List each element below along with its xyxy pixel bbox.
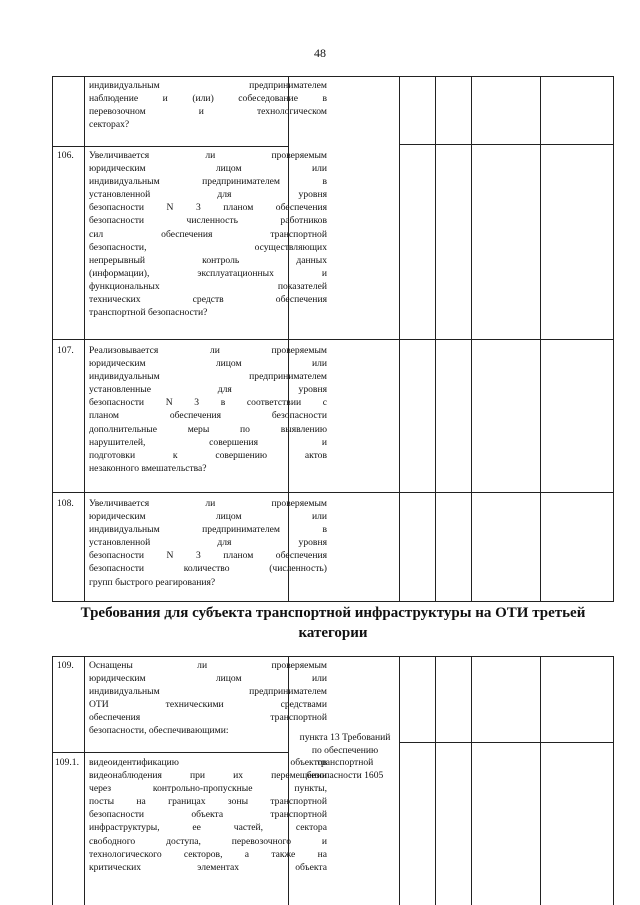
- row-question: Оснащены ли проверяемым юридическим лицом или индивидуальным предпринимателем ОТИ техническими средствами обеспечения транспортной безопасности, обеспечивающими:: [89, 660, 327, 737]
- page-number: 48: [314, 46, 326, 60]
- checklist-table: [52, 76, 614, 905]
- legal-reference: пункта 13 Требований по обеспечению транспортной безопасности 1605: [299, 732, 391, 781]
- row-number: 107.: [57, 345, 74, 356]
- row-question: Увеличивается ли проверяемым юридическим лицом или индивидуальным предпринимателем в установленной для уровня безопасности N 3 планом обеспечения безопасности численность работников сил обеспечения транспортной безопасности, осуществляющих непрерывный контроль данных (информации), эксплуатационных и функциональных показателей технических средств обеспечения транспортной безопасности?: [89, 150, 327, 319]
- row-number: 106.: [57, 150, 74, 161]
- row-number: 109.1.: [55, 757, 79, 768]
- row-number: 109.: [57, 660, 74, 671]
- row-question: видеоидентификацию объектов видеонаблюдения при их перемещении через контрольно-пропускные пункты, посты на границах зоны транспортной безопасности объекта транспортной инфраструктуры, ее частей, сектора свободного доступа, перевозочного и технологического секторов, а также на критических элементах объекта: [89, 757, 327, 873]
- row-question: Увеличивается ли проверяемым юридическим лицом или индивидуальным предпринимателем в установленной для уровня безопасности N 3 планом обеспечения безопасности количество (численность) групп быстрого реагирования?: [89, 498, 327, 588]
- section-heading: Требования для субъекта транспортной инфраструктуры на ОТИ третьей категории: [80, 605, 586, 641]
- row-question: Реализовывается ли проверяемым юридическим лицом или индивидуальным предпринимателем установленные для уровня безопасности N 3 в соответствии с планом обеспечения безопасности дополнительные меры по выявлению нарушителей, совершения и подготовки к совершению актов незаконного вмешательства?: [89, 345, 327, 474]
- row-number: 108.: [57, 498, 74, 509]
- row-question: индивидуальным предпринимателем наблюдение и (или) собеседование в перевозочном и технологическом секторах?: [89, 80, 327, 131]
